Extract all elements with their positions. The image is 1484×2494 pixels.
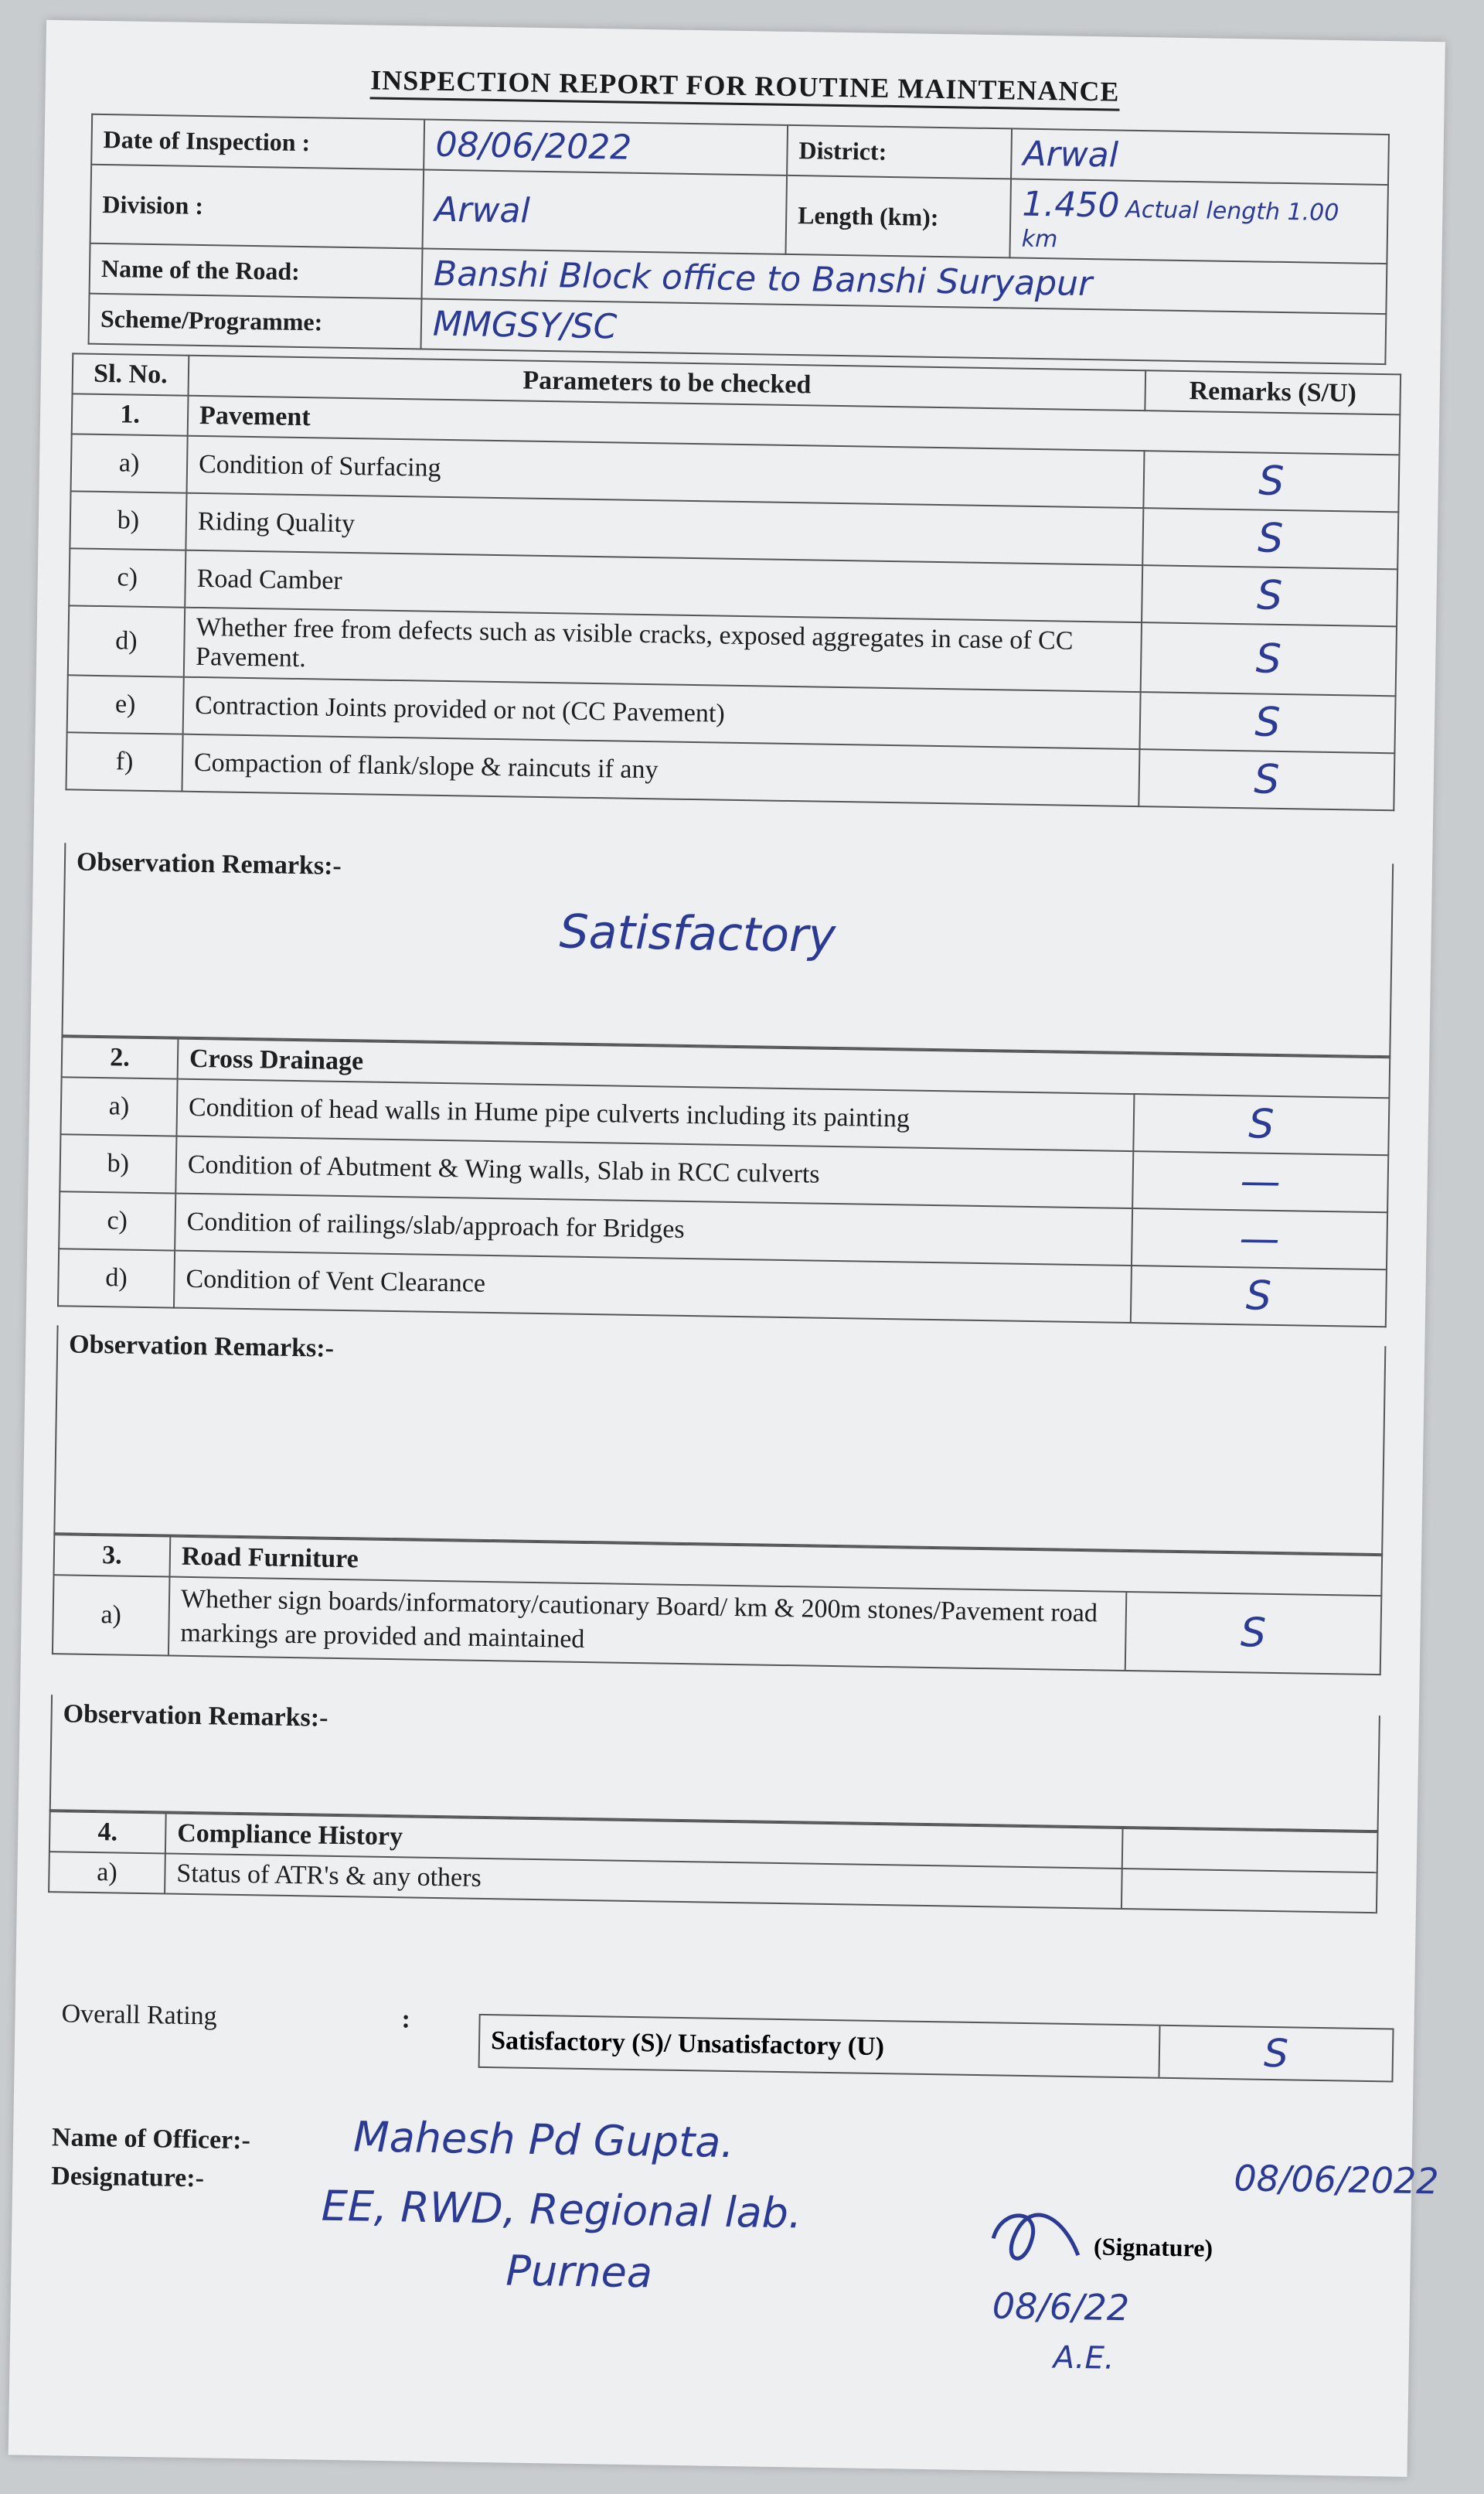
col-remarks: Remarks (S/U): [1145, 370, 1401, 414]
division-value: Arwal: [423, 169, 788, 254]
item-remark: S: [1139, 692, 1395, 753]
item-text: Condition of head walls in Hume pipe culverts including its painting: [176, 1079, 1134, 1151]
road-furniture-table: [52, 1534, 1383, 1675]
item-remark: [1122, 1828, 1378, 1872]
signature-scribble-icon: [985, 2199, 1087, 2271]
section-number: 4.: [49, 1811, 166, 1853]
officer-name-label: Name of Officer:-: [51, 2123, 251, 2155]
item-id: c): [59, 1191, 175, 1250]
date-label: Date of Inspection :: [91, 114, 424, 170]
overall-rating-label: Overall Rating: [61, 1999, 217, 2031]
col-sl-no: Sl. No.: [73, 353, 189, 395]
section-number: 1.: [72, 394, 189, 435]
overall-rating-colon: :: [401, 2005, 411, 2034]
section-heading: Cross Drainage: [178, 1039, 1390, 1099]
signature-date-2: 08/6/22: [992, 2284, 1130, 2329]
item-remark: S: [1139, 749, 1394, 810]
item-id: d): [68, 605, 185, 676]
road-name-label: Name of the Road:: [90, 244, 423, 299]
col-parameters: Parameters to be checked: [189, 356, 1146, 411]
item-text: Condition of railings/slab/approach for Bridges: [175, 1194, 1132, 1266]
section-heading: Pavement: [188, 396, 1401, 455]
overall-rating-value: S: [1263, 2030, 1289, 2077]
officer-designation-line2: Purnea: [505, 2246, 653, 2298]
observation-label: Observation Remarks:-: [76, 847, 342, 881]
item-id: c): [69, 548, 186, 607]
item-remark: S: [1125, 1592, 1382, 1675]
section-number: 3.: [54, 1535, 171, 1576]
report-title: INSPECTION REPORT FOR ROUTINE MAINTENANCE: [46, 59, 1445, 113]
section-heading: Road Furniture: [170, 1537, 1383, 1596]
item-remark: S: [1141, 622, 1397, 696]
overall-rating-box: [478, 2014, 1394, 2083]
item-id: a): [53, 1575, 170, 1656]
length-value: 1.450 Actual length 1.00 km: [1009, 179, 1388, 264]
header-table: [88, 114, 1390, 365]
district-value: Arwal: [1011, 128, 1389, 185]
inspection-report-sheet: [9, 20, 1445, 2477]
length-label: Length (km):: [785, 175, 1011, 258]
division-label: Division :: [90, 165, 424, 249]
officer-designation-line1: EE, RWD, Regional lab.: [321, 2181, 802, 2238]
cross-drainage-table: [57, 1036, 1390, 1327]
item-remark: [1122, 1869, 1377, 1913]
scheme-label: Scheme/Programme:: [89, 294, 422, 349]
item-remark: —: [1132, 1208, 1387, 1269]
road-furniture-observation: [49, 1695, 1380, 1831]
pavement-table: [65, 353, 1401, 811]
overall-rating-box-label: Satisfactory (S)/ Unsatisfactory (U): [480, 2015, 1161, 2077]
cross-drainage-observation: [53, 1325, 1386, 1555]
item-text: Road Camber: [185, 550, 1142, 622]
item-text: Contraction Joints provided or not (CC Pavement): [183, 677, 1141, 749]
road-name-value: Banshi Block office to Banshi Suryapur: [422, 248, 1387, 314]
item-id: a): [71, 434, 188, 492]
item-id: a): [49, 1852, 165, 1893]
officer-name-value: Mahesh Pd Gupta.: [352, 2112, 735, 2168]
item-text: Whether free from defects such as visible cracks, exposed aggregates in case of CC Pavement.: [184, 608, 1142, 692]
item-text: Condition of Abutment & Wing walls, Slab in RCC culverts: [175, 1136, 1133, 1208]
item-text: Condition of Vent Clearance: [174, 1251, 1132, 1323]
item-remark: S: [1142, 508, 1398, 569]
item-remark: S: [1133, 1094, 1389, 1155]
item-remark: —: [1132, 1151, 1388, 1212]
item-remark: S: [1142, 565, 1397, 626]
item-id: b): [70, 491, 186, 550]
observation-label: Observation Remarks:-: [63, 1699, 328, 1733]
signature-suffix: A.E.: [1053, 2339, 1115, 2376]
officer-designation-label: Designature:-: [51, 2162, 205, 2193]
item-id: e): [67, 675, 184, 734]
observation-label: Observation Remarks:-: [68, 1330, 335, 1363]
item-id: a): [60, 1077, 177, 1136]
item-id: f): [66, 732, 182, 791]
item-id: b): [60, 1134, 176, 1193]
item-remark: S: [1143, 451, 1399, 512]
item-text: Riding Quality: [186, 493, 1143, 565]
item-text: Condition of Surfacing: [187, 436, 1145, 508]
item-text: Compaction of flank/slope & raincuts if any: [182, 734, 1139, 806]
signature-date-1: 08/06/2022: [1234, 2157, 1439, 2203]
item-text: Whether sign boards/informatory/cautionary Board/ km & 200m stones/Pavement road markings are provided and maintained: [168, 1577, 1126, 1671]
signature-mark: [985, 2199, 1087, 2283]
item-text: Status of ATR's & any others: [165, 1853, 1122, 1908]
district-label: District:: [787, 125, 1012, 179]
pavement-observation: [61, 843, 1394, 1057]
observation-value: Satisfactory: [559, 905, 836, 963]
section-number: 2.: [62, 1037, 179, 1078]
section-heading: Compliance History: [165, 1813, 1123, 1868]
signature-label: (Signature): [1093, 2232, 1213, 2262]
item-id: d): [58, 1249, 175, 1307]
item-remark: S: [1131, 1266, 1387, 1327]
date-value: 08/06/2022: [424, 119, 788, 175]
scheme-value: MMGSY/SC: [420, 298, 1386, 364]
